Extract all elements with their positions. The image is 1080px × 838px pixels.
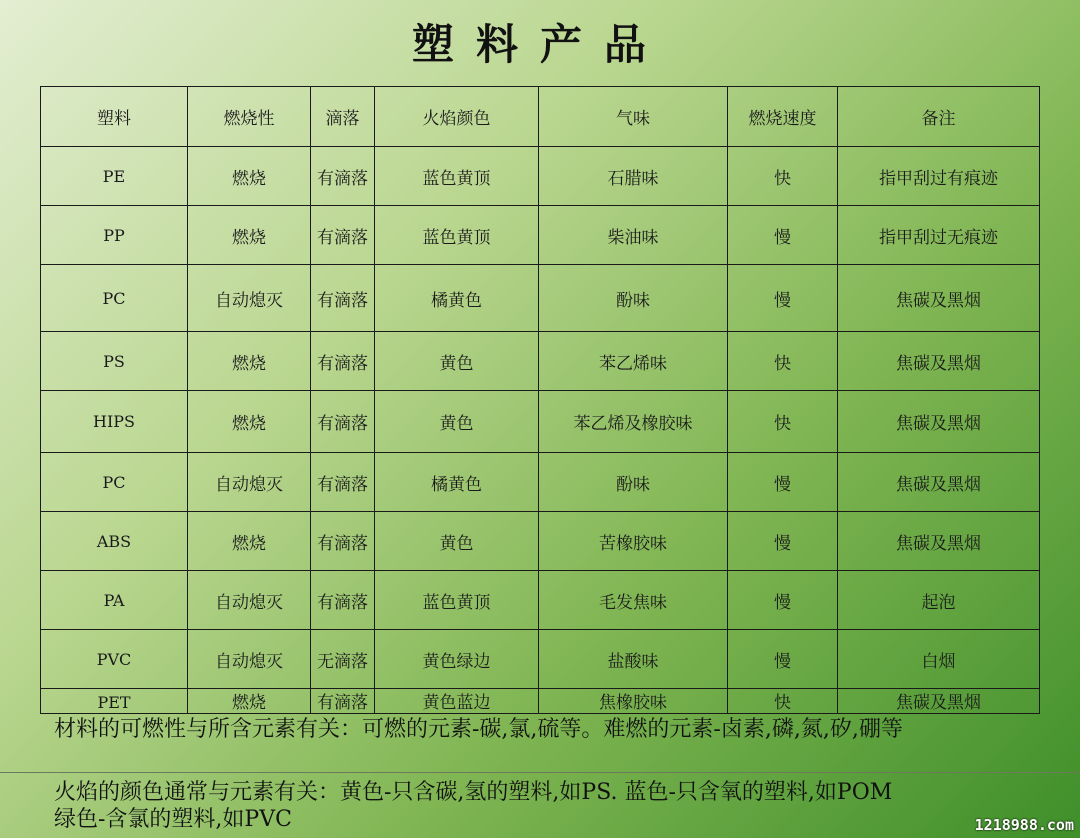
cell-flame-color: 黄色蓝边 [375, 689, 539, 714]
cell-remarks: 焦碳及黑烟 [838, 332, 1040, 391]
cell-odor: 毛发焦味 [539, 571, 728, 630]
cell-flammability: 燃烧 [188, 512, 311, 571]
cell-flammability: 燃烧 [188, 206, 311, 265]
cell-flame-color: 黄色 [375, 332, 539, 391]
cell-remarks: 起泡 [838, 571, 1040, 630]
table-row [41, 453, 1040, 512]
cell-odor: 石腊味 [539, 147, 728, 206]
cell-flammability: 自动熄灭 [188, 453, 311, 512]
cell-plastic: PET [41, 689, 188, 714]
cell-burn-speed: 慢 [728, 630, 838, 689]
cell-odor: 苯乙烯及橡胶味 [539, 391, 728, 453]
cell-odor: 苯乙烯味 [539, 332, 728, 391]
cell-flammability: 自动熄灭 [188, 265, 311, 332]
cell-remarks: 焦碳及黑烟 [838, 512, 1040, 571]
page-title: 塑料产品 [411, 20, 668, 69]
cell-odor: 盐酸味 [539, 630, 728, 689]
cell-flame-color: 黄色 [375, 391, 539, 453]
cell-plastic: PVC [41, 630, 188, 689]
cell-burn-speed: 慢 [728, 571, 838, 630]
table-row [41, 206, 1040, 265]
cell-plastic: PA [41, 571, 188, 630]
cell-burn-speed: 慢 [728, 265, 838, 332]
cell-odor: 苦橡胶味 [539, 512, 728, 571]
cell-dripping: 有滴落 [311, 453, 375, 512]
cell-dripping: 有滴落 [311, 265, 375, 332]
table-row [41, 391, 1040, 453]
cell-flame-color: 蓝色黄顶 [375, 147, 539, 206]
cell-remarks: 白烟 [838, 630, 1040, 689]
header-flammability: 燃烧性 [188, 87, 311, 147]
cell-flammability: 自动熄灭 [188, 571, 311, 630]
table-row [41, 571, 1040, 630]
cell-plastic: PP [41, 206, 188, 265]
site-watermark: 1218988.com [974, 816, 1074, 834]
cell-remarks: 焦碳及黑烟 [838, 689, 1040, 714]
cell-plastic: PE [41, 147, 188, 206]
cell-dripping: 有滴落 [311, 512, 375, 571]
cell-remarks: 焦碳及黑烟 [838, 265, 1040, 332]
cell-flame-color: 橘黄色 [375, 265, 539, 332]
note-flame-color-green: 绿色-含氯的塑料,如PVC [54, 807, 292, 832]
cell-burn-speed: 慢 [728, 206, 838, 265]
cell-flammability: 燃烧 [188, 147, 311, 206]
cell-burn-speed: 快 [728, 689, 838, 714]
cell-flammability: 燃烧 [188, 689, 311, 714]
table-row [41, 147, 1040, 206]
table-row [41, 630, 1040, 689]
cell-dripping: 有滴落 [311, 147, 375, 206]
cell-flammability: 燃烧 [188, 332, 311, 391]
cell-burn-speed: 慢 [728, 512, 838, 571]
cell-remarks: 焦碳及黑烟 [838, 453, 1040, 512]
table-row [41, 689, 1040, 714]
cell-odor: 酚味 [539, 265, 728, 332]
cell-plastic: PC [41, 265, 188, 332]
cell-flame-color: 黄色 [375, 512, 539, 571]
cell-plastic: PC [41, 453, 188, 512]
cell-flame-color: 橘黄色 [375, 453, 539, 512]
cell-odor: 酚味 [539, 453, 728, 512]
cell-dripping: 有滴落 [311, 689, 375, 714]
divider [0, 772, 1080, 773]
table-row [41, 332, 1040, 391]
cell-dripping: 有滴落 [311, 332, 375, 391]
cell-plastic: PS [41, 332, 188, 391]
cell-dripping: 无滴落 [311, 630, 375, 689]
header-remarks: 备注 [838, 87, 1040, 147]
note-flame-color-elements: 火焰的颜色通常与元素有关：黄色-只含碳,氢的塑料,如PS. 蓝色-只含氧的塑料,如POM [54, 780, 893, 805]
note-flammability-elements: 材料的可燃性与所含元素有关：可燃的元素-碳,氯,硫等。难燃的元素-卤素,磷,氮,矽,硼等 [54, 717, 903, 742]
cell-burn-speed: 快 [728, 391, 838, 453]
cell-dripping: 有滴落 [311, 571, 375, 630]
table-row [41, 512, 1040, 571]
cell-remarks: 焦碳及黑烟 [838, 391, 1040, 453]
cell-flammability: 自动熄灭 [188, 630, 311, 689]
table-row [41, 265, 1040, 332]
header-odor: 气味 [539, 87, 728, 147]
table-header-row [41, 87, 1040, 147]
header-plastic: 塑料 [41, 87, 188, 147]
cell-burn-speed: 快 [728, 147, 838, 206]
cell-burn-speed: 快 [728, 332, 838, 391]
cell-flame-color: 黄色绿边 [375, 630, 539, 689]
cell-remarks: 指甲刮过无痕迹 [838, 206, 1040, 265]
cell-burn-speed: 慢 [728, 453, 838, 512]
header-burn-speed: 燃烧速度 [728, 87, 838, 147]
cell-plastic: ABS [41, 512, 188, 571]
cell-plastic: HIPS [41, 391, 188, 453]
cell-dripping: 有滴落 [311, 391, 375, 453]
cell-odor: 焦橡胶味 [539, 689, 728, 714]
cell-remarks: 指甲刮过有痕迹 [838, 147, 1040, 206]
cell-flammability: 燃烧 [188, 391, 311, 453]
plastics-burn-table [40, 86, 1040, 714]
header-dripping: 滴落 [311, 87, 375, 147]
cell-flame-color: 蓝色黄顶 [375, 206, 539, 265]
cell-flame-color: 蓝色黄顶 [375, 571, 539, 630]
cell-odor: 柴油味 [539, 206, 728, 265]
header-flame-color: 火焰颜色 [375, 87, 539, 147]
cell-dripping: 有滴落 [311, 206, 375, 265]
